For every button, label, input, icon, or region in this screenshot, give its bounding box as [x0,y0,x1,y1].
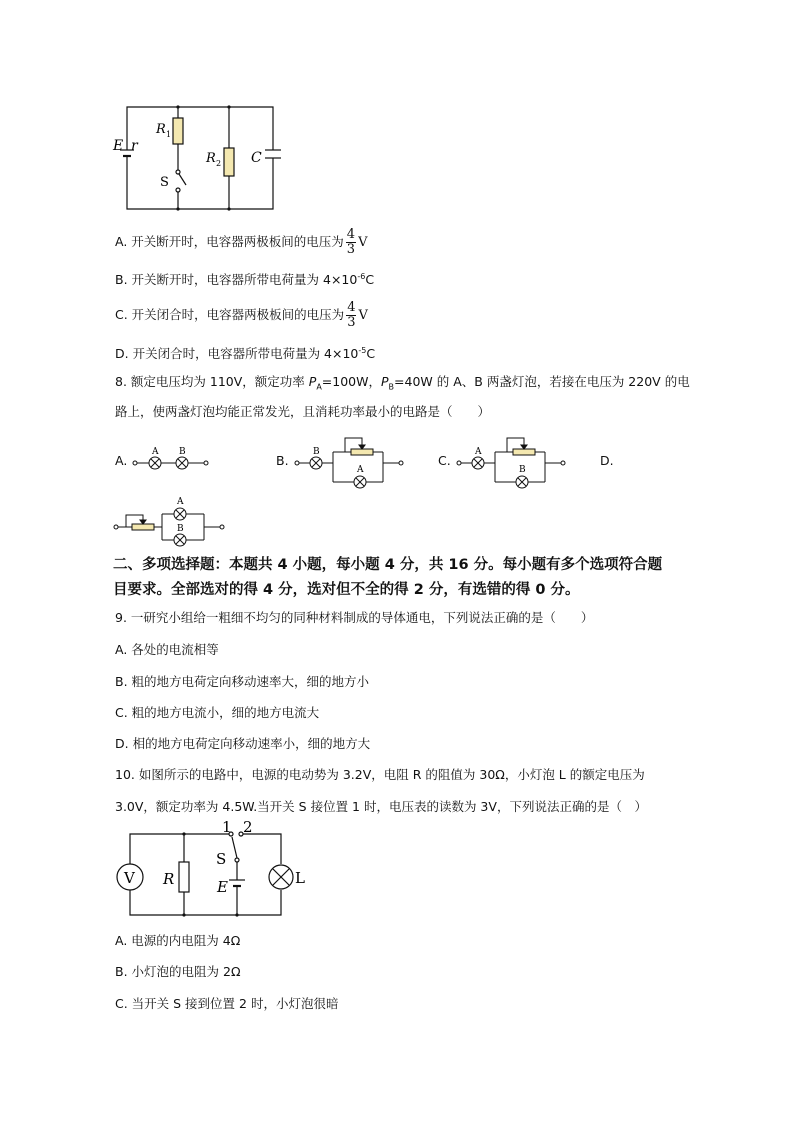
internal-r-label: r [131,138,138,154]
q8-option-b-label: B. [276,453,289,468]
q7-c-fraction: $\frac{4}{3}$ [347,300,356,330]
svg-text:A: A [177,497,184,507]
q10-option-a: A. 电源的内电阻为 4Ω [115,933,241,948]
r2-label: R [206,151,216,166]
svg-text:B: B [519,465,526,475]
svg-text:A: A [357,465,364,475]
q8-circuit-d [112,490,237,555]
q10-stem-line2: 3.0V，额定功率为 4.5W.当开关 S 接位置 1 时，电压表的读数为 3V，下列说法正确的是（ ） [115,799,647,814]
q7-option-d: D. 开关闭合时，电容器所带电荷量为 $4\times 10^{-5}C$ [115,346,376,362]
svg-text:2: 2 [243,818,253,836]
svg-text:L: L [295,869,305,887]
svg-text:S: S [216,850,227,868]
q9-option-b: B. 粗的地方电荷定向移动速率大，细的地方小 [115,674,370,689]
q8-stem-line1: 8. 额定电压均为 110V，额定功率 $P_A=100W$，$P_B=40W$ 的 A、B 两盏灯泡，若接在电压为 220V 的电 [115,374,690,392]
q8-circuit-a [130,445,215,475]
svg-text:E: E [217,878,228,896]
q10-option-b: B. 小灯泡的电阻为 2Ω [115,964,241,979]
svg-text:B: B [313,447,320,457]
r1-sub: 1 [166,130,172,139]
q8-option-a-label: A. [115,453,128,468]
svg-text:1: 1 [222,818,232,836]
q10-stem-line1: 10. 如图所示的电路中，电源的电动势为 3.2V，电阻 R 的阻值为 30Ω，小灯泡 L 的额定电压为 [115,767,645,782]
q8-option-d-label: D. [600,453,614,468]
q8-stem-line2: 路上，使两盏灯泡均能正常发光，且消耗功率最小的电路是（ ） [115,404,491,419]
svg-text:R: R [163,870,175,888]
q9-option-c: C. 粗的地方电流小，细的地方电流大 [115,705,320,720]
section2-header-line2: 目要求。全部选对的得 4 分，选对但不全的得 2 分，有选错的得 0 分。 [113,582,580,598]
q9-stem: 9. 一研究小组给一粗细不均匀的同种材料制成的导体通电，下列说法正确的是（ ） [115,610,594,625]
q7-a-fraction: $\frac{4}{3}$ [346,227,356,257]
q8-circuit-c [455,430,570,490]
q7-option-a: A. 开关断开时，电容器两极板间的电压为 $\frac{4}{3}$ V [115,227,368,257]
q7-circuit-diagram [110,100,310,215]
switch-label: S [160,175,169,190]
battery-e-label: E [113,138,124,154]
section2-header-line1: 二、多项选择题：本题共 4 小题，每小题 4 分，共 16 分。每小题有多个选项符合题 [113,557,663,573]
q8-circuit-b [293,430,408,490]
q9-option-a: A. 各处的电流相等 [115,642,219,657]
q7-option-b: B. 开关断开时，电容器所带电荷量为 $4\times 10^{-6}C$ [115,272,375,288]
r2-sub: 2 [216,159,222,168]
q10-circuit-diagram [113,818,313,923]
svg-text:V: V [124,869,135,887]
svg-text:A: A [475,447,482,457]
svg-text:A: A [152,447,159,457]
r1-label: R [156,122,166,137]
q7-option-c: C. 开关闭合时，电容器两极板间的电压为 $\frac{4}{3}$ V [115,300,368,330]
capacitor-label: C [251,150,262,166]
q8-option-c-label: C. [438,453,451,468]
svg-text:B: B [177,524,184,534]
q10-option-c: C. 当开关 S 接到位置 2 时，小灯泡很暗 [115,996,339,1011]
svg-text:B: B [179,447,186,457]
q9-option-d: D. 相的地方电荷定向移动速率小，细的地方大 [115,736,371,751]
